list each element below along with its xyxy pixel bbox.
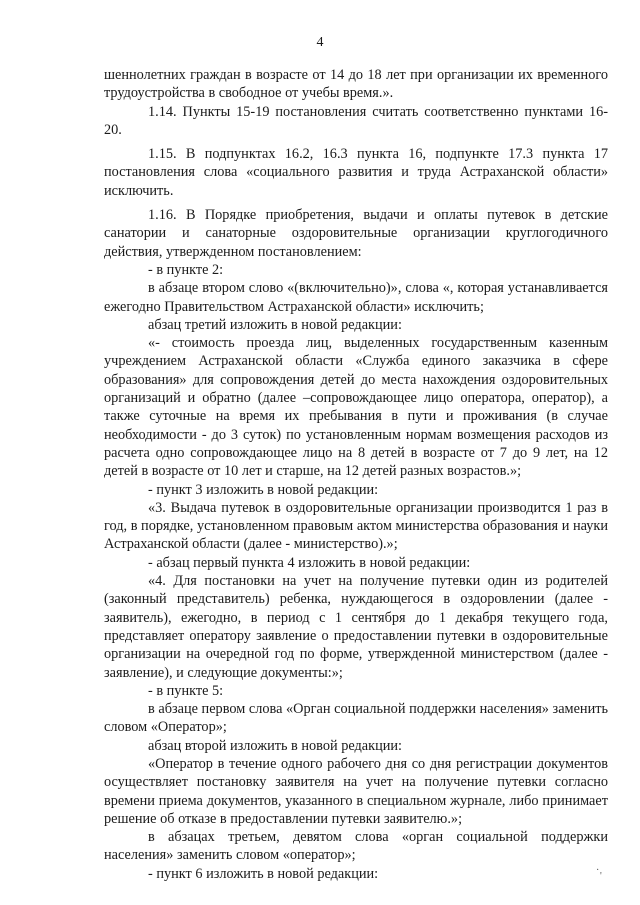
paragraph-item-5-abzac-2: абзац второй изложить в новой редакции: [148, 737, 403, 754]
document-body [104, 66, 608, 883]
paragraph-item-2-abzac-3: абзац третий изложить в новой редакции: [148, 316, 402, 333]
paragraph-continuation: шеннолетних граждан в возрасте от 14 до 18 лет при организации их временного трудоустройства в свободное от учебы время.». [104, 67, 608, 102]
paragraph-item-5-abzac-3-9: в абзацах третьем, девятом слова «орган социальной поддержки населения» заменить словом «оператор»; [104, 829, 608, 864]
paragraph-item-2-abzac-2: в абзаце втором слово «(включительно)», слова «, которая устанавливается ежегодно Правительством Астраханской области» исключить; [104, 280, 608, 315]
paragraph-item-6: - пункт 6 изложить в новой редакции: [148, 865, 379, 882]
paragraph-item-3: - пункт 3 изложить в новой редакции: [148, 481, 379, 498]
paragraph-1-16: 1.16. В Порядке приобретения, выдачи и оплаты путевок в детские санатории и санаторные оздоровительные организации круглогодичного действия, утвержденном постановлением: [104, 207, 608, 260]
paragraph-item-2: - в пункте 2: [148, 261, 224, 278]
paragraph-1-14: 1.14. Пункты 15-19 постановления считать соответственно пунктами 16-20. [104, 103, 608, 138]
paragraph-item-5-abzac-1: в абзаце первом слова «Орган социальной поддержки населения» заменить словом «Оператор»; [104, 701, 608, 736]
paragraph-1-15: 1.15. В подпунктах 16.2, 16.3 пункта 16, подпункте 17.3 пункта 17 постановления слова «социального развития и труда Астраханской области» исключить. [104, 146, 608, 199]
paragraph-quote-cost: «- стоимость проезда лиц, выделенных государственным казенным учреждением Астраханской области «Служба единого заказчика в сфере образования» для сопровождения детей до места нахождения оздоровительных организаций и обратно (далее –сопровождающее лицо оператора, оператор), а также суточные на время их пребывания в пути и проживания (в случае необходимости - до 3 суток) по установленным нормам возмещения расходов из расчета одно сопровождающее лицо на 8 детей в возрасте от 7 до 9 лет, на 12 детей в возрасте от 10 лет и старше, на 12 детей разных возрастов.»; [104, 335, 608, 480]
paragraph-item-5: - в пункте 5: [148, 682, 224, 699]
page-number: 4 [316, 35, 324, 50]
paragraph-quote-operator: «Оператор в течение одного рабочего дня со дня регистрации документов осуществляет постановку заявителя на учет на получение путевки согласно времени приема документов, указанного в специальном журнале, либо принимает решение об отказе в предоставлении путевки заявителю.»; [104, 755, 608, 827]
paragraph-quote-3: «3. Выдача путевок в оздоровительные организации производится 1 раз в год, в порядке, установленном правовым актом министерства образования и науки Астраханской области (далее - министерство).»; [104, 499, 608, 553]
paragraph-quote-4: «4. Для постановки на учет на получение путевки один из родителей (законный представитель) ребенка, нуждающегося в оздоровлении (далее - заявитель), ежегодно, в период с 1 сентября до 1 декабря текущего года, представляет оператору заявление о предоставлении путевки в оздоровительные организации на очередной год по форме, утвержденной министерством (далее - заявление), и следующие документы:»; [104, 573, 608, 681]
paragraph-item-4: - абзац первый пункта 4 изложить в новой редакции: [148, 554, 471, 571]
scan-speck: · [596, 865, 600, 876]
scan-speck: ' [600, 871, 602, 882]
